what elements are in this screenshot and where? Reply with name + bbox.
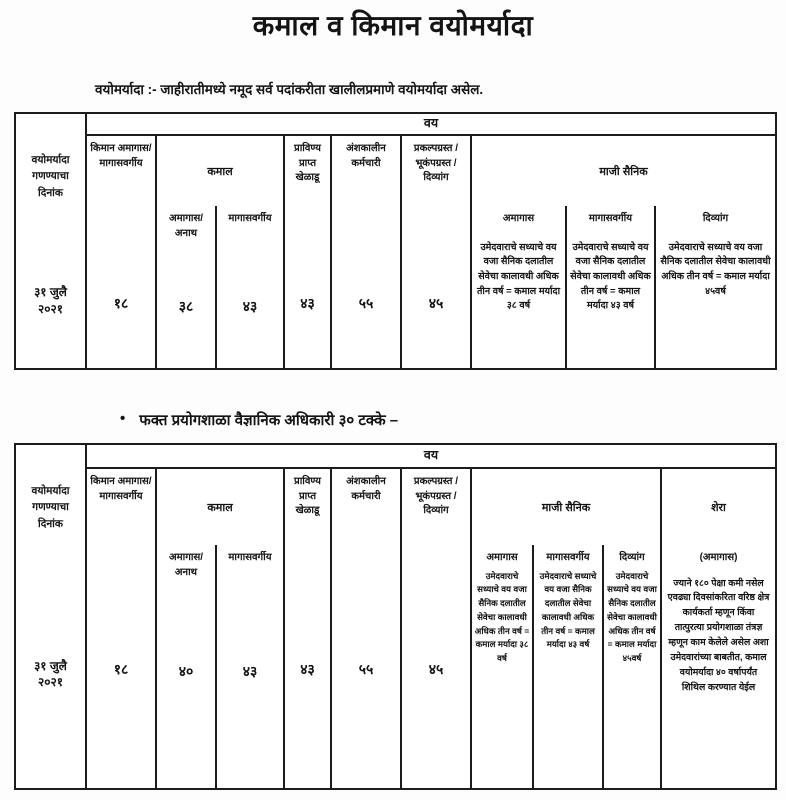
date-column-header: वयोमर्यादा गणण्याचा दिनांक — [31, 154, 70, 199]
max-open-column — [157, 206, 215, 368]
affected-column — [402, 136, 472, 368]
exserviceman-backward-column — [532, 545, 602, 788]
parttime-header: अंशकालीन कर्मचारी — [346, 476, 386, 502]
remarks-group-header: शेरा — [711, 501, 726, 514]
exserviceman-open-header: अमागास — [502, 213, 535, 224]
min-age-header: किमान अमागास/ मागासवर्गीय — [90, 476, 152, 502]
parttime-header: अंशकालीन कर्मचारी — [346, 143, 386, 169]
table-columns — [87, 136, 775, 368]
max-backward-value: ४३ — [242, 297, 258, 314]
exserviceman-disabled-header: दिव्यांग — [702, 213, 729, 224]
remarks-group — [662, 469, 775, 788]
max-open-value: ३८ — [178, 297, 194, 314]
section-bullet-label: फक्त प्रयोगशाळा वैज्ञानिक अधिकारी ३० टक्के – — [139, 412, 399, 429]
max-backward-header: मागासवर्गीय — [228, 552, 272, 563]
sportsperson-column — [285, 469, 332, 788]
sportsperson-value: ४३ — [300, 661, 315, 678]
sportsperson-header: प्राविण्य प्राप्त खेळाडू — [294, 143, 321, 183]
min-age-value: १८ — [113, 661, 129, 678]
exserviceman-group-header: माजी सैनिक — [541, 501, 591, 514]
affected-value: ४५ — [428, 294, 444, 311]
max-backward-column — [215, 545, 283, 788]
parttime-value: ५५ — [358, 294, 374, 311]
exserviceman-group — [472, 136, 775, 368]
parttime-column — [332, 469, 402, 788]
remarks-subcolumns — [662, 545, 775, 788]
max-open-value: ४० — [178, 662, 194, 679]
page-title: कमाल व किमान वयोमर्यादा — [252, 10, 534, 41]
remarks-subheader: (अमागास) — [699, 552, 738, 563]
remarks-column — [662, 545, 775, 788]
max-age-group — [157, 469, 285, 788]
exserviceman-disabled-column — [654, 206, 775, 368]
age-span-header: वय — [87, 445, 775, 469]
exserviceman-open-column — [472, 545, 532, 788]
exserviceman-open-rule: उमेदवाराचे सध्याचे वय वजा सैनिक दलातील सेवेचा कालावधी अधिक तीन वर्ष = कमाल मर्यादा ३८ वर्ष — [474, 570, 530, 663]
section-bullet — [120, 410, 398, 430]
min-age-value: १८ — [113, 294, 129, 311]
exserviceman-open-rule: उमेदवाराचे सध्याचे वय वजा सैनिक दलातील सेवेचा कालावधी अधिक तीन वर्ष = कमाल मर्यादा ३८ वर्ष — [476, 241, 561, 312]
table-main — [87, 445, 775, 788]
max-open-header: अमागास/ अनाथ — [169, 552, 203, 578]
date-column-header: वयोमर्यादा गणण्याचा दिनांक — [31, 485, 70, 530]
max-backward-header: मागासवर्गीय — [228, 213, 272, 224]
exserviceman-backward-column — [565, 206, 654, 368]
parttime-value: ५५ — [358, 661, 374, 678]
max-age-group — [157, 136, 285, 368]
sportsperson-column — [285, 136, 332, 368]
date-column — [16, 445, 87, 788]
min-age-column — [87, 136, 157, 368]
sportsperson-header: प्राविण्य प्राप्त खेळाडू — [294, 476, 321, 516]
max-backward-column — [215, 206, 283, 368]
max-open-header: अमागास/ अनाथ — [169, 213, 203, 239]
min-age-column — [87, 469, 157, 788]
intro-line: वयोमर्यादा :- जाहीरातीमध्ये नमूद सर्व पदांकरीता खालीलप्रमाणे वयोमर्यादा असेल. — [95, 82, 484, 97]
exserviceman-backward-header: मागासवर्गीय — [546, 552, 590, 563]
max-age-group-header: कमाल — [207, 501, 233, 514]
max-age-subcolumns — [157, 206, 283, 368]
sportsperson-value: ४३ — [300, 294, 315, 311]
exserviceman-group — [472, 469, 662, 788]
affected-header: प्रकल्पग्रस्त / भूकंपग्रस्त / दिव्यांग — [413, 476, 459, 516]
exserviceman-disabled-rule: उमेदवाराचे सध्याचे वय वजा सैनिक दलातील सेवेचा कालावधी अधिक तीन वर्ष = कमाल मर्यादा ४५वर्ष — [607, 570, 657, 663]
age-limit-table-all-posts — [14, 112, 777, 370]
exserviceman-backward-header: मागासवर्गीय — [588, 213, 633, 224]
exserviceman-backward-rule: उमेदवाराचे सध्याचे वय वजा सैनिक दलातील सेवेचा कालावधी अधिक तीन वर्ष = कमाल मर्यादा ४३ वर्ष — [570, 241, 651, 312]
age-span-header: वय — [87, 114, 775, 136]
parttime-column — [332, 136, 402, 368]
date-column — [16, 114, 87, 368]
age-limit-table-lab-scientific-officer — [14, 443, 777, 790]
max-age-subcolumns — [157, 545, 283, 788]
affected-column — [402, 469, 472, 788]
max-open-column — [157, 545, 215, 788]
exserviceman-subcolumns — [472, 545, 660, 788]
table-columns — [87, 469, 775, 788]
bullet-icon: • — [120, 410, 126, 427]
affected-header: प्रकल्पग्रस्त / भूकंपग्रस्त / दिव्यांग — [413, 143, 459, 183]
min-age-header: किमान अमागास/ मागासवर्गीय — [90, 143, 152, 169]
exserviceman-backward-rule: उमेदवाराचे सध्याचे वय वजा सैनिक दलातील सेवेचा कालावधी अधिक तीन वर्ष = कमाल मर्यादा ४३ वर्ष — [539, 570, 597, 650]
exserviceman-disabled-rule: उमेदवाराचे सध्याचे वय वजा सैनिक दलातील सेवेचा कालावधी अधिक तीन वर्ष = कमाल मर्यादा ४५वर्ष — [660, 241, 771, 297]
exserviceman-disabled-column — [602, 545, 660, 788]
exserviceman-group-header: माजी सैनिक — [599, 165, 648, 178]
exserviceman-open-header: अमागास — [486, 552, 518, 563]
max-backward-value: ४३ — [242, 662, 258, 679]
affected-value: ४५ — [428, 661, 444, 678]
remarks-text: ज्याने १८० पेक्षा कमी नसेल एवढ्या दिवसांकरिता वरिष्ठ क्षेत्र कार्यकर्ता म्हणून किंवा तात्पुरत्या प्रयोगशाळा तंत्रज्ञ म्हणून काम केलेले असेल अशा उमेदवारांच्या बाबतीत, कमाल वयोमर्यादा ४० वर्षापर्यंत शिथिल करण्यात येईल — [667, 577, 770, 692]
table-main — [87, 114, 775, 368]
max-age-group-header: कमाल — [207, 165, 233, 178]
date-value: ३१ जुलै २०२१ — [34, 285, 67, 316]
exserviceman-open-column — [472, 206, 565, 368]
exserviceman-disabled-header: दिव्यांग — [619, 552, 645, 563]
date-value: ३१ जुलै २०२१ — [34, 658, 67, 690]
exserviceman-subcolumns — [472, 206, 775, 368]
